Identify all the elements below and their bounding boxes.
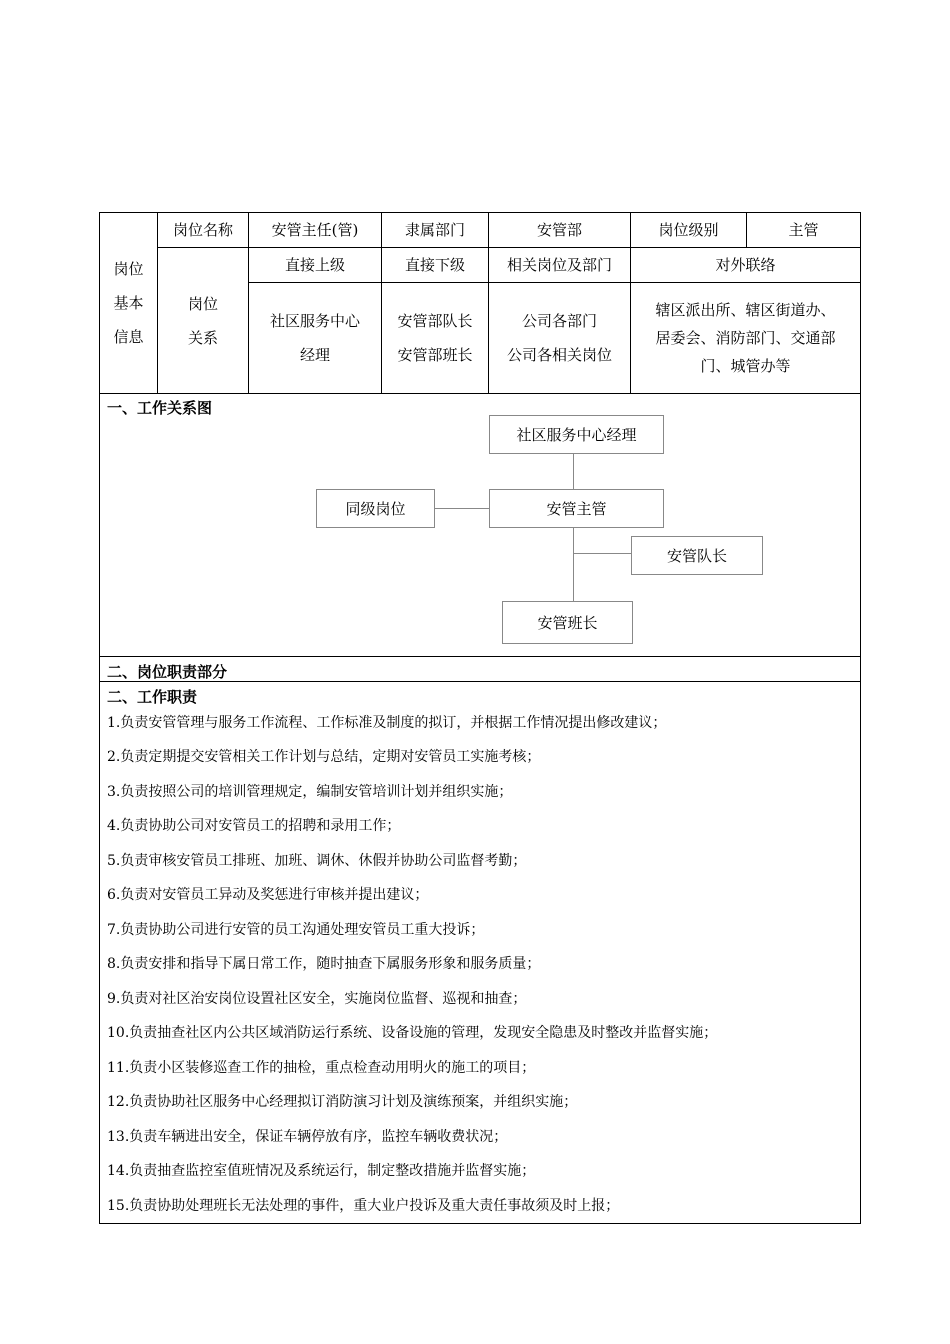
subordinate-value-line2: 安管部班长 (397, 346, 473, 364)
position-name-label: 岗位名称 (172, 221, 233, 239)
org-box-manager: 社区服务中心经理 (489, 415, 664, 454)
department-label: 隶属部门 (404, 221, 465, 239)
org-box-peer: 同级岗位 (316, 489, 435, 528)
level-label: 岗位级别 (658, 221, 719, 239)
duty-item: 12.负责协助社区服务中心经理拟订消防演习计划及演练预案，并组织实施； (107, 1094, 578, 1110)
basic-info-label-line1: 岗位 (113, 260, 144, 278)
external-value-line1: 辖区派出所、辖区街道办、 (655, 301, 836, 319)
basic-info-label (100, 213, 157, 393)
duty-item: 14.负责抽查监控室值班情况及系统运行，制定整改措施并监督实施； (107, 1163, 536, 1179)
org-box-squad-leader: 安管班长 (502, 601, 633, 644)
basic-info-label-line3: 信息 (113, 328, 144, 346)
duty-item: 4.负责协助公司对安管员工的招聘和录用工作； (107, 818, 401, 834)
external-value-line2: 居委会、消防部门、交通部 (655, 329, 836, 347)
duty-item: 5.负责审核安管员工排班、加班、调休、休假并协助公司监督考勤； (107, 853, 527, 869)
duty-item: 8.负责安排和指导下属日常工作，随时抽查下属服务形象和服务质量； (107, 956, 541, 972)
superior-value-line2: 经理 (299, 346, 330, 364)
duty-item: 2.负责定期提交安管相关工作计划与总结，定期对安管员工实施考核； (107, 749, 541, 765)
relation-label-line1: 岗位 (187, 294, 218, 313)
connector-manager-self (573, 452, 574, 489)
superior-header: 直接上级 (284, 256, 345, 274)
subordinate-value (382, 283, 488, 393)
external-value (631, 283, 860, 393)
position-name-value: 安管主任(管) (271, 221, 359, 239)
org-box-self: 安管主管 (489, 489, 664, 528)
duties-section-title: 二、岗位职责部分 (107, 663, 228, 681)
superior-value (249, 283, 381, 393)
relation-label-line2: 关系 (187, 328, 218, 347)
duty-item: 15.负责协助处理班长无法处理的事件，重大业户投诉及重大责任事故须及时上报； (107, 1198, 620, 1214)
connector-captain (573, 553, 631, 554)
org-box-captain: 安管队长 (631, 536, 763, 575)
duties-subtitle: 二、工作职责 (107, 688, 198, 706)
external-value-line3: 门、城管办等 (700, 357, 791, 375)
related-value (489, 283, 630, 393)
duty-item: 10.负责抽查社区内公共区域消防运行系统、设备设施的管理，发现安全隐患及时整改并监督实施； (107, 1025, 718, 1041)
subordinate-value-line1: 安管部队长 (397, 312, 473, 330)
duty-item: 9.负责对社区治安岗位设置社区安全，实施岗位监督、巡视和抽查； (107, 991, 527, 1007)
basic-info-label-line2: 基本 (113, 294, 144, 312)
related-header: 相关岗位及部门 (506, 256, 612, 274)
duty-item: 1.负责安管管理与服务工作流程、工作标准及制度的拟订，并根据工作情况提出修改建议； (107, 715, 667, 731)
duty-item: 13.负责车辆进出安全，保证车辆停放有序，监控车辆收费状况； (107, 1129, 508, 1145)
connector-self-down (573, 526, 574, 601)
related-value-line1: 公司各部门 (521, 312, 597, 330)
duty-item: 11.负责小区装修巡查工作的抽检，重点检查动用明火的施工的项目； (107, 1060, 536, 1076)
duty-item: 3.负责按照公司的培训管理规定，编制安管培训计划并组织实施； (107, 784, 513, 800)
subordinate-header: 直接下级 (404, 256, 465, 274)
duty-item: 6.负责对安管员工异动及奖惩进行审核并提出建议； (107, 887, 429, 903)
org-chart-title: 一、工作关系图 (107, 399, 213, 417)
level-value: 主管 (788, 221, 819, 239)
superior-value-line1: 社区服务中心 (269, 312, 360, 330)
duty-item: 7.负责协助公司进行安管的员工沟通处理安管员工重大投诉； (107, 922, 485, 938)
connector-peer-self (432, 508, 489, 509)
related-value-line2: 公司各相关岗位 (506, 346, 612, 364)
relation-label (158, 248, 248, 393)
department-value: 安管部 (536, 221, 582, 239)
external-header: 对外联络 (715, 256, 776, 274)
